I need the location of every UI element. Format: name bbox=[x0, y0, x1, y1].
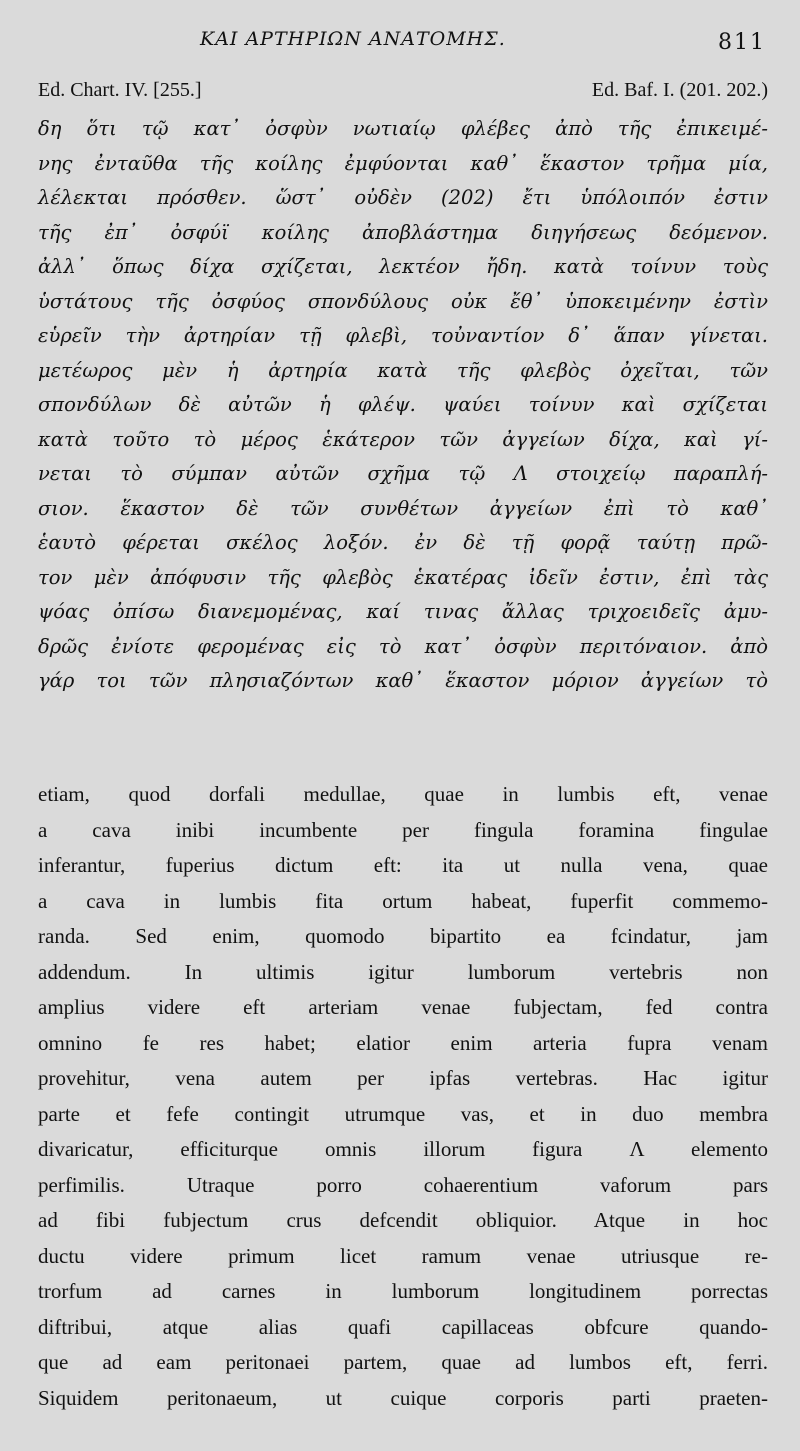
latin-text-line: perfimilis. Utraque porro cohaerentium vaforum pars bbox=[38, 1172, 768, 1197]
latin-text-line: parte et fefe contingit utrumque vas, et in duo membra bbox=[38, 1101, 768, 1126]
latin-text-line: amplius videre eft arteriam venae fubjectam, fed contra bbox=[38, 995, 768, 1019]
latin-text-line: divaricatur, efficiturque omnis illorum figura Λ elemento bbox=[38, 1137, 768, 1161]
greek-text-line: σιον. ἕκαστον δὲ τῶν συνθέτων ἀγγείων ἐπὶ τὸ καθ᾽ bbox=[38, 496, 768, 520]
greek-text-line: δρῶς ἐνίοτε φερομένας εἰς τὸ κατ᾽ ὀσφὺν περιτόναιον. ἀπὸ bbox=[38, 634, 768, 658]
greek-text-line: ἀλλ᾽ ὅπως δίχα σχίζεται, λεκτέον ἤδη. κατὰ τοίνυν τοὺς bbox=[38, 255, 768, 278]
greek-text-line: λέλεκται πρόσθεν. ὥστ᾽ οὐδὲν (202) ἔτι ὑπόλοιπόν ἐστιν bbox=[38, 186, 768, 209]
latin-text-line: omnino fe res habet; elatior enim arteria fupra venam bbox=[38, 1030, 768, 1055]
latin-text-line: ductu videre primum licet ramum venae utriusque re- bbox=[38, 1243, 768, 1268]
greek-text-line: ὑστάτους τῆς ὀσφύος σπονδύλους οὐκ ἔθ᾽ ὑποκειμένην ἐστὶν bbox=[38, 289, 768, 313]
edition-right: Ed. Baf. I. (201. 202.) bbox=[591, 79, 768, 101]
latin-text-line: que ad eam peritonaei partem, quae ad lumbos eft, ferri. bbox=[38, 1350, 768, 1374]
edition-reference-line bbox=[38, 79, 768, 102]
latin-text-line: Siquidem peritonaeum, ut cuique corporis parti praeten- bbox=[38, 1385, 768, 1410]
greek-text-line: εὑρεῖν τὴν ἀρτηρίαν τῇ φλεβὶ, τοὐναντίον δ᾽ ἅπαν γίνεται. bbox=[38, 324, 768, 347]
greek-text-line: κατὰ τοῦτο τὸ μέρος ἑκάτερον τῶν ἀγγείων δίχα, καὶ γί- bbox=[38, 427, 768, 451]
latin-text-line: a cava in lumbis fita ortum habeat, fuperfit commemo- bbox=[38, 888, 768, 913]
greek-text-line: νης ἐνταῦθα τῆς κοίλης ἐμφύονται καθ᾽ ἕκαστον τρῆμα μία, bbox=[38, 151, 768, 175]
latin-text-line: inferantur, fuperius dictum eft: ita ut nulla vena, quae bbox=[38, 853, 768, 877]
greek-text-line: δη ὅτι τῷ κατ᾽ ὀσφὺν νωτιαίῳ φλέβες ἀπὸ τῆς ἐπικειμέ- bbox=[38, 117, 768, 140]
latin-text-line: ad fibi fubjectum crus defcendit obliquior. Atque in hoc bbox=[38, 1208, 768, 1232]
page-number: 811 bbox=[718, 30, 766, 55]
latin-text-line: etiam, quod dorfali medullae, quae in lumbis eft, venae bbox=[38, 782, 768, 806]
greek-text-line: ἑαυτὸ φέρεται σκέλος λοξόν. ἐν δὲ τῇ φορᾷ ταύτῃ πρῶ- bbox=[38, 531, 768, 554]
running-head: ΚΑΙ ΑΡΤΗΡΙΩΝ ΑΝΑΤΟΜΗΣ. bbox=[200, 28, 506, 50]
greek-text-line: μετέωρος μὲν ἡ ἀρτηρία κατὰ τῆς φλεβὸς ὀχεῖται, τῶν bbox=[38, 358, 768, 382]
latin-text-line: randa. Sed enim, quomodo bipartito ea fcindatur, jam bbox=[38, 924, 768, 948]
greek-text-line: τῆς ἐπ᾽ ὀσφύϊ κοίλης ἀποβλάστημα διηγήσεως δεόμενον. bbox=[38, 220, 768, 244]
latin-text-line: a cava inibi incumbente per fingula foramina fingulae bbox=[38, 817, 768, 842]
latin-text-block bbox=[38, 777, 768, 1416]
greek-text-line: τον μὲν ἀπόφυσιν τῆς φλεβὸς ἑκατέρας ἰδεῖν ἐστιν, ἐπὶ τὰς bbox=[38, 565, 768, 589]
latin-text-line: trorfum ad carnes in lumborum longitudinem porrectas bbox=[38, 1279, 768, 1303]
greek-text-line: γάρ τοι τῶν πλησιαζόντων καθ᾽ ἕκαστον μόριον ἀγγείων τὸ bbox=[38, 669, 768, 692]
latin-text-line: provehitur, vena autem per ipfas vertebras. Hac igitur bbox=[38, 1066, 768, 1090]
latin-text-line: addendum. In ultimis igitur lumborum vertebris non bbox=[38, 959, 768, 984]
edition-left: Ed. Chart. IV. [255.] bbox=[38, 79, 202, 101]
greek-text-line: σπονδύλων δὲ αὐτῶν ἡ φλέψ. ψαύει τοίνυν καὶ σχίζεται bbox=[38, 393, 768, 416]
latin-text-line: diftribui, atque alias quafi capillaceas obfcure quando- bbox=[38, 1314, 768, 1339]
greek-text-block bbox=[38, 112, 768, 699]
greek-text-line: νεται τὸ σύμπαν αὐτῶν σχῆμα τῷ Λ στοιχείῳ παραπλή- bbox=[38, 462, 768, 485]
greek-text-line: ψόας ὀπίσω διανεμομένας, καί τινας ἄλλας τριχοειδεῖς ἀμυ- bbox=[38, 600, 768, 623]
